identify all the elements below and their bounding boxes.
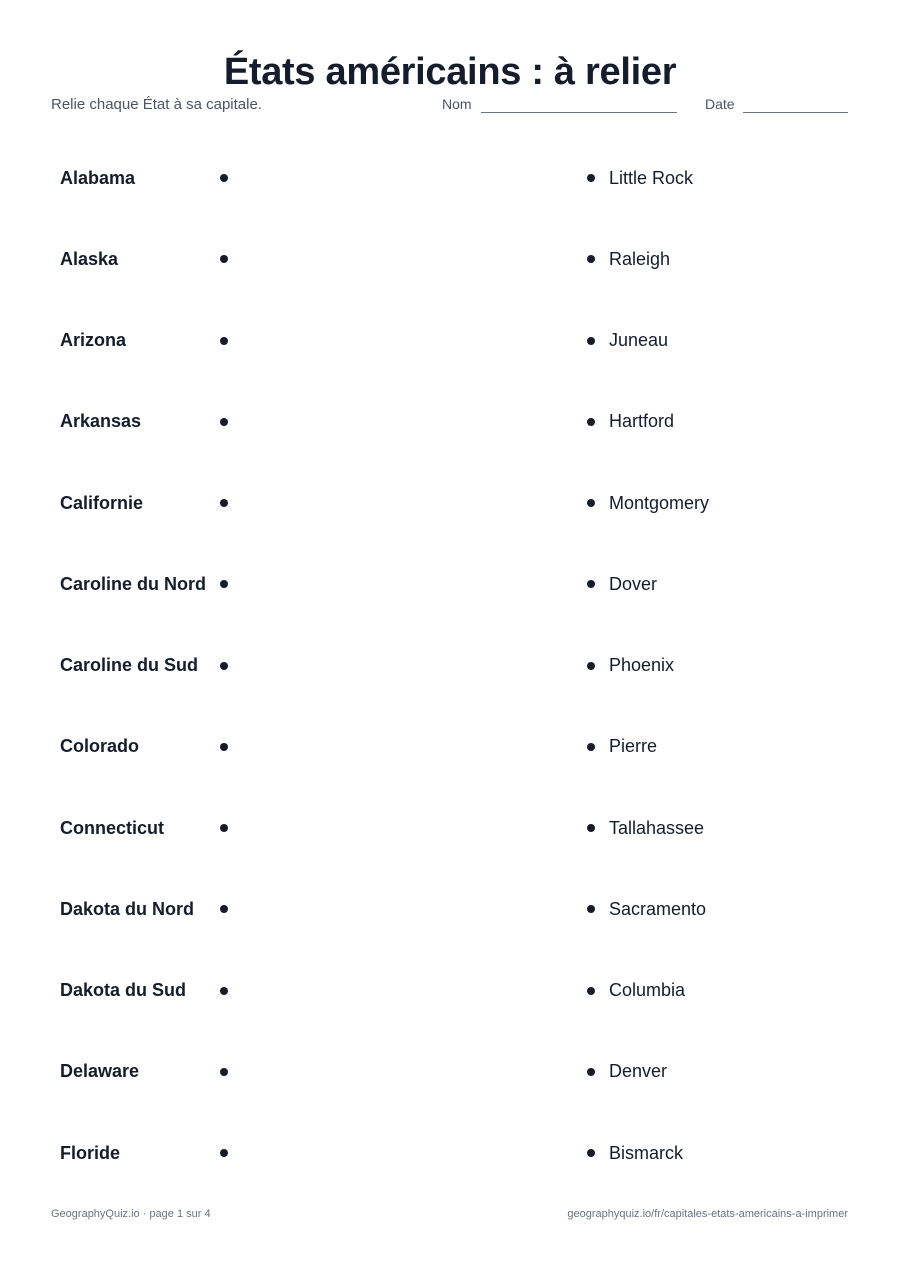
state-label: Connecticut bbox=[60, 817, 165, 838]
state-label: Arizona bbox=[60, 330, 127, 350]
capital-label: Little Rock bbox=[609, 167, 694, 188]
capital-label: Montgomery bbox=[609, 492, 710, 513]
state-connector-dot[interactable] bbox=[220, 824, 228, 832]
capital-label: Dover bbox=[609, 573, 658, 594]
footer-url: geographyquiz.io/fr/capitales-etats-americains-a-imprimer bbox=[567, 1208, 848, 1220]
capital-connector-dot[interactable] bbox=[587, 580, 595, 588]
capital-connector-dot[interactable] bbox=[587, 1068, 595, 1076]
state-row bbox=[60, 732, 235, 762]
capital-connector-dot[interactable] bbox=[587, 824, 595, 832]
state-row bbox=[60, 976, 235, 1006]
capital-label: Denver bbox=[609, 1061, 668, 1082]
capital-connector-dot[interactable] bbox=[587, 987, 595, 995]
state-connector-dot[interactable] bbox=[220, 255, 228, 263]
capital-row bbox=[587, 1057, 847, 1087]
state-connector-dot[interactable] bbox=[220, 580, 228, 588]
capital-row bbox=[587, 569, 847, 599]
state-label: Dakota du Nord bbox=[60, 898, 195, 919]
state-row bbox=[60, 894, 235, 924]
capital-label: Hartford bbox=[609, 411, 675, 432]
name-field-line[interactable] bbox=[481, 112, 677, 113]
capital-row bbox=[587, 732, 847, 762]
state-row bbox=[60, 1138, 235, 1168]
capital-connector-dot[interactable] bbox=[587, 743, 595, 751]
capital-label: Phoenix bbox=[609, 655, 675, 675]
capital-connector-dot[interactable] bbox=[587, 662, 595, 670]
capital-row bbox=[587, 894, 847, 924]
capital-row bbox=[587, 651, 847, 681]
capital-connector-dot[interactable] bbox=[587, 255, 595, 263]
capital-connector-dot[interactable] bbox=[587, 337, 595, 345]
state-label: Delaware bbox=[60, 1061, 140, 1082]
state-row bbox=[60, 651, 235, 681]
state-label: Alaska bbox=[60, 248, 119, 269]
capital-row bbox=[587, 1138, 847, 1168]
capital-label: Tallahassee bbox=[609, 817, 705, 838]
capital-row bbox=[587, 488, 847, 518]
page-title: États américains : à relier bbox=[223, 51, 677, 93]
state-connector-dot[interactable] bbox=[220, 1068, 228, 1076]
state-row bbox=[60, 1057, 235, 1087]
state-row bbox=[60, 407, 235, 437]
state-label: Caroline du Nord bbox=[60, 573, 207, 594]
state-label: Arkansas bbox=[60, 411, 142, 432]
capital-connector-dot[interactable] bbox=[587, 499, 595, 507]
state-connector-dot[interactable] bbox=[220, 499, 228, 507]
capital-label: Sacramento bbox=[609, 898, 707, 919]
state-label: Floride bbox=[60, 1142, 121, 1163]
instructions-text: Relie chaque État à sa capitale. bbox=[51, 96, 262, 113]
capital-connector-dot[interactable] bbox=[587, 174, 595, 182]
state-row bbox=[60, 488, 235, 518]
date-label: Date bbox=[705, 96, 735, 112]
state-connector-dot[interactable] bbox=[220, 905, 228, 913]
capital-row bbox=[587, 407, 847, 437]
state-connector-dot[interactable] bbox=[220, 337, 228, 345]
state-row bbox=[60, 163, 235, 193]
state-row bbox=[60, 569, 235, 599]
date-field-line[interactable] bbox=[743, 112, 848, 113]
capital-row bbox=[587, 976, 847, 1006]
capital-label: Juneau bbox=[609, 330, 669, 350]
state-row bbox=[60, 813, 235, 843]
capital-label: Raleigh bbox=[609, 248, 671, 269]
capital-connector-dot[interactable] bbox=[587, 418, 595, 426]
state-connector-dot[interactable] bbox=[220, 418, 228, 426]
state-label: Alabama bbox=[60, 167, 136, 188]
footer-page-info: GeographyQuiz.io · page 1 sur 4 bbox=[51, 1208, 211, 1220]
state-label: Caroline du Sud bbox=[60, 655, 199, 675]
state-connector-dot[interactable] bbox=[220, 743, 228, 751]
state-connector-dot[interactable] bbox=[220, 174, 228, 182]
capital-row bbox=[587, 244, 847, 274]
worksheet-header bbox=[0, 96, 900, 118]
state-connector-dot[interactable] bbox=[220, 662, 228, 670]
name-label: Nom bbox=[442, 96, 472, 112]
capital-row bbox=[587, 163, 847, 193]
capital-row bbox=[587, 326, 847, 356]
state-label: Colorado bbox=[60, 736, 139, 757]
capital-connector-dot[interactable] bbox=[587, 1149, 595, 1157]
state-connector-dot[interactable] bbox=[220, 1149, 228, 1157]
state-row bbox=[60, 326, 235, 356]
state-connector-dot[interactable] bbox=[220, 987, 228, 995]
capital-connector-dot[interactable] bbox=[587, 905, 595, 913]
capital-label: Bismarck bbox=[609, 1142, 684, 1163]
capital-row bbox=[587, 813, 847, 843]
state-label: Californie bbox=[60, 492, 144, 513]
capital-label: Columbia bbox=[609, 980, 686, 1000]
capital-label: Pierre bbox=[609, 736, 658, 757]
state-label: Dakota du Sud bbox=[60, 980, 187, 1000]
state-row bbox=[60, 244, 235, 274]
